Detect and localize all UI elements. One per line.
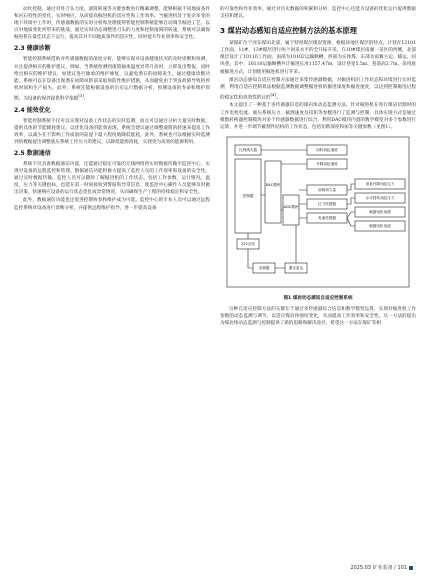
footer-accent-mark <box>409 566 413 570</box>
footer-text: 2025.03 矿业装备 / 101 <box>350 565 407 571</box>
label-vfd: 变频器 <box>258 265 270 270</box>
label-s6: 垂直升降油缸压力 <box>365 181 395 186</box>
label-s2: 升降油缸速度 <box>316 161 338 166</box>
paragraph <box>14 56 210 102</box>
label-monitor: 比例流大器 <box>239 147 257 152</box>
label-s7: 水平回转油缸压力 <box>365 195 395 200</box>
label-adc: ADC模块 <box>283 204 299 209</box>
left-column <box>14 6 210 213</box>
box-dac <box>265 161 281 223</box>
paragraph: 这种自适应控制方法的关键在于通过多传感器综合信息和数学模型运算，实现对掘进机工作参数的动态监测与调节，以适应煤岩体强度变化，从而提高工作效率和安全性。这一方法的提出为煤岩体动态监测与控制提供了新的思路和解决途径，希望这一方法在煤矿等相 <box>220 306 416 327</box>
label-s5: 电流传感器 <box>318 215 336 220</box>
right-column <box>220 6 416 328</box>
figure-caption: 图1 煤岩动态感知自适应控制系统 <box>283 295 353 301</box>
paragraph: 某煤矿位于河东煤田北部，属于特厚煤层煤炭资源，根据该地区煤层的特点，计划在13101工作面、11#、13#煤层进行两个回采水平的全开拓开采。在10#煤层南翼一采区的西侧，北部煤层设计了10110工作面，南部为10102运输顺槽，西部为实体煤，东部为南翼主运、辅运、回风巷。其中，10110运输顺槽共计掘进长度1157.47m，设计巷宽5.5m，巷道高3.7m，采用底板掘进方式，计划使用掘进机进行开采。 <box>220 41 416 75</box>
paragraph-end: 。 <box>275 95 281 101</box>
paragraph-text: 智能控制系统借助对传感器数据的深度分析，能够实现对设备健康状况的及时诊断和预测，并且提供相应的维护建议。例如，当系统检测到滚筒轴承温度异常升高时，立即发出警报，同时给出相应的维护建议，如建议进行轴承的维护修复，以避免潜在的故障发生。通过健康诊断功能，系统可以在设备出现潜在故障风险前采取预防性维护措施，从而避免由于突发故障导致的停机时间和生产损失。此外，系统还能根据设备的历史运行数据分析，预测设备的寿命和维护周期，为设备的保养提供科学依据 <box>14 57 210 102</box>
paragraph: 的可靠性和作业效率。通过对历史数据的积累和分析，监控中心还能为设备的优化运行提供数据支持和建议。 <box>220 7 416 20</box>
box-adc <box>283 195 299 225</box>
citation: [3] <box>78 92 84 98</box>
label-s3: 前载荷力量 <box>318 187 336 192</box>
paragraph: 此外，数据通信功能也还促进控制协参和维护成为可能。监控中心的专业人员可以通过远程监控系统对设备进行诊断分析，并提供远程维护指导，进一步提高设备 <box>14 198 210 211</box>
citation: [4] <box>270 91 276 97</box>
paragraph: 动化控制，通过对进刀头力度、滚筒转速等关键参数进行精确调整，能够根据不同地质条件和岩石特性的变化，实时响应，从而提高掘进机的适应性和工作效率。当掘进机处于复杂多变的地下环境中工作时，传感器数据的实时分析和处理使得智能控制系统能够自动调节掘进工艺，以应对地质变化所带来的挑战。通过实时动态调整进刀头的力度和控制滚筒的转速，系统可以确保掘进机在最佳状态下运行，提高其对不同地质条件的适应性，同时提升作业效率和安全性。 <box>14 7 210 41</box>
paragraph: 本文提出了一种基于多传感器信息的煤岩体动态监测方法，针对掘进机在进行煤岩切割时的工作电机电流、液压系统压力、截割速度及扭矩等参数进行了监测与控制，具体实现方式是通过模数转换器控制模块对多个传感器数据进行综合，利用DAC模块内置的数学模型对多个参数进行运算，并进一步调节截割件结构的工作状态，包括切削深度和加等关键参数（见图1）。 <box>220 103 416 130</box>
paragraph: 系统不仅具备数据通信功能，还能通过稳定可靠的无线网络将实时数据传输至监控中心，实现对设备的远程监控和管理。数据通信功能积极大提高了监控人员的工作效率和设备的安全性。通过实时数据传输，监控人员可以随时了解掘进机的工作状态，包括工作参数、运行情况、温度、压力等关键指标，也能在第一时间接收到警报和异常信息。使监控中心操作人员能够及时做出决策，快速响应设备的运行状态变化或异常情况，从而确保生产工程的持续稳定和安全性。 <box>14 161 210 196</box>
page-footer <box>350 564 413 571</box>
section-heading-2-3: 2.3 健康诊断 <box>14 45 51 53</box>
label-s8: 截割电机电流 <box>369 209 391 214</box>
paragraph <box>220 77 416 102</box>
paragraph-text: 煤岩动态感知自适应控制方法通过采集传感器数据，对掘进机的工作状态和环境进行实时监测，利用自适应控制算法根据监测数据调整掘进机的掘进深度和掘进速度，以达到控制掘进过程的稳定性和高效性的目的 <box>220 77 416 101</box>
paragraph: 智能控制系统不仅可以实现对设备工作状态的实时监测，而且可以通过分析大量实时数据，提供具体的节能降耗建议，以优化设备的能效表现。系统会建议通过调整滚筒的转速来提高工作效率，以减少在不影响工作质量的前提下最大程度地降低能耗。此外，系统也可以根据实时监测到的数据提出调整液压系统工作压力的建议，以降低能源消耗，实现更为高效的能源利用。 <box>14 118 210 145</box>
chapter-heading-3: 3 煤岩动态感知自适应控制方法的基本原理 <box>220 26 357 36</box>
label-s9: 截割电机电流 <box>369 223 391 228</box>
section-heading-2-4: 2.4 能效优化 <box>14 106 51 114</box>
label-bus: 232总线 <box>240 241 256 246</box>
label-controller: 控制器 <box>242 193 254 198</box>
section-heading-2-5: 2.5 数据通信 <box>14 149 51 157</box>
label-dac: DAC模块 <box>265 182 281 187</box>
paragraph-end: 。 <box>83 96 89 102</box>
label-laser: 激光雷达 <box>288 265 304 270</box>
figure-control-system-diagram <box>223 135 413 293</box>
label-s4: 拉力传感器 <box>318 201 336 206</box>
label-s1: 回转油缸速度 <box>316 147 338 152</box>
